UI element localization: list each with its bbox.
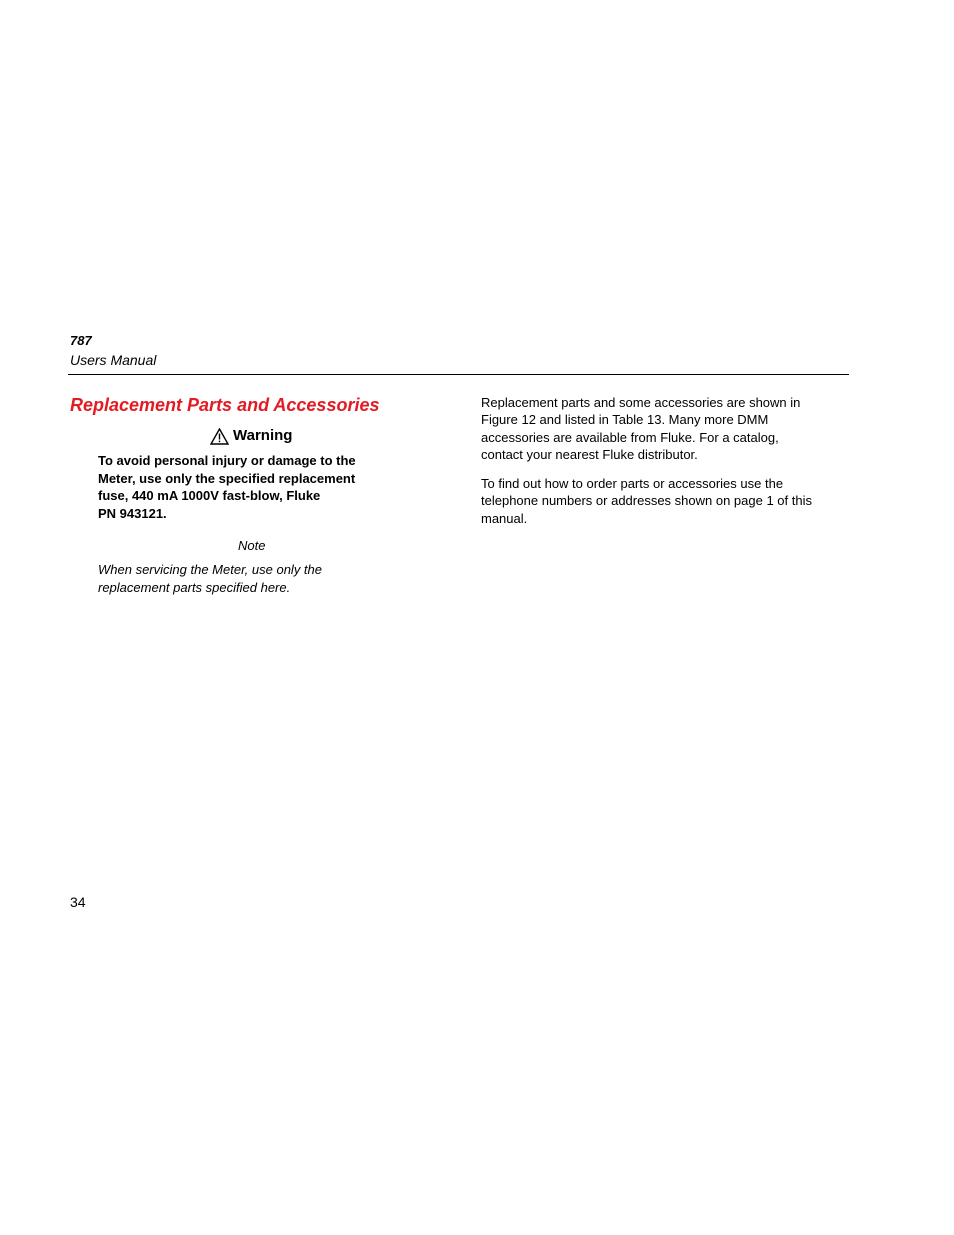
paragraph-line: manual.	[481, 510, 528, 526]
paragraph-line: accessories are available from Fluke. For a catalog,	[481, 429, 779, 445]
model-number: 787	[70, 333, 92, 348]
warning-line: PN 943121.	[98, 505, 167, 521]
body-paragraph	[481, 394, 851, 463]
paragraph-line: Replacement parts and some accessories are shown in	[481, 395, 801, 410]
page-number: 34	[70, 894, 86, 910]
note-text	[98, 561, 398, 597]
manual-title: Users Manual	[70, 352, 157, 368]
warning-line: fuse, 440 mA 1000V fast-blow, Fluke	[98, 488, 321, 503]
paragraph-line: contact your nearest Fluke distributor.	[481, 446, 698, 462]
body-paragraph	[481, 475, 851, 527]
warning-triangle-icon	[210, 428, 229, 445]
section-heading: Replacement Parts and Accessories	[70, 395, 380, 415]
warning-line: Meter, use only the specified replacement	[98, 470, 356, 486]
warning-heading	[210, 427, 292, 445]
note-line: When servicing the Meter, use only the	[98, 562, 323, 577]
warning-text	[98, 452, 398, 522]
warning-line: To avoid personal injury or damage to the	[98, 453, 356, 468]
paragraph-line: To find out how to order parts or accessories use the	[481, 476, 784, 491]
note-heading: Note	[238, 538, 266, 553]
paragraph-line: Figure 12 and listed in Table 13. Many more DMM	[481, 412, 769, 428]
note-line: replacement parts specified here.	[98, 580, 291, 595]
header-rule	[68, 374, 849, 375]
warning-label: Warning	[233, 427, 293, 444]
paragraph-line: telephone numbers or addresses shown on page 1 of this	[481, 493, 812, 509]
